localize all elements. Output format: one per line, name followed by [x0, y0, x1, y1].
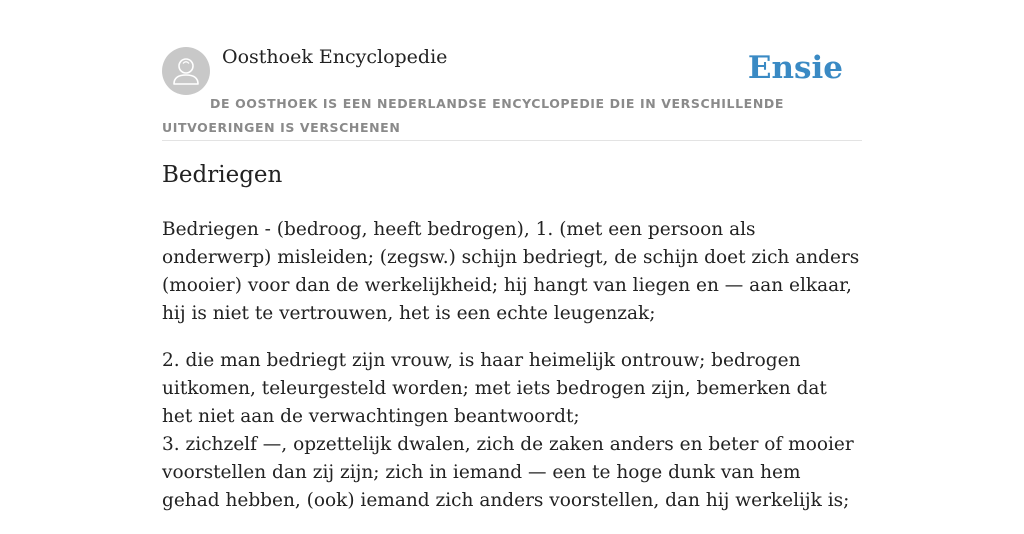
site-tagline: DE OOSTHOEK IS EEN NEDERLANDSE ENCYCLOPEDIE DIE IN VERSCHILLENDE UITVOERINGEN IS VERSCHENEN [162, 96, 784, 135]
user-avatar-icon[interactable] [162, 47, 210, 95]
header [162, 44, 862, 141]
entry-paragraph-1: Bedriegen - (bedroog, heeft bedrogen), 1. (met een persoon als onderwerp) misleiden; (zegsw.) schijn bedriegt, de schijn doet zich anders (mooier) voor dan de werkelijkheid; hij hangt van liegen en — aan elkaar, hij is niet te vertrouwen, het is een echte leugenzak; [162, 219, 860, 324]
entry-paragraph-3: 3. zichzelf —, opzettelijk dwalen, zich de zaken anders en beter of mooier voorstellen dan zij zijn; zich in iemand — een te hoge dunk van hem gehad hebben, (ook) iemand zich anders voorstellen, dan hij werkelijk is; [162, 434, 854, 511]
entry-content [162, 216, 862, 534]
entry-title: Bedriegen [162, 162, 283, 188]
entry-paragraph-2: 2. die man bedriegt zijn vrouw, is haar heimelijk ontrouw; bedrogen uitkomen, teleurgesteld worden; met iets bedrogen zijn, bemerken dat het niet aan de verwachtingen beantwoordt; [162, 350, 827, 427]
site-title[interactable]: Oosthoek Encyclopedie [222, 46, 448, 68]
brand-logo[interactable]: Ensie [747, 50, 843, 86]
